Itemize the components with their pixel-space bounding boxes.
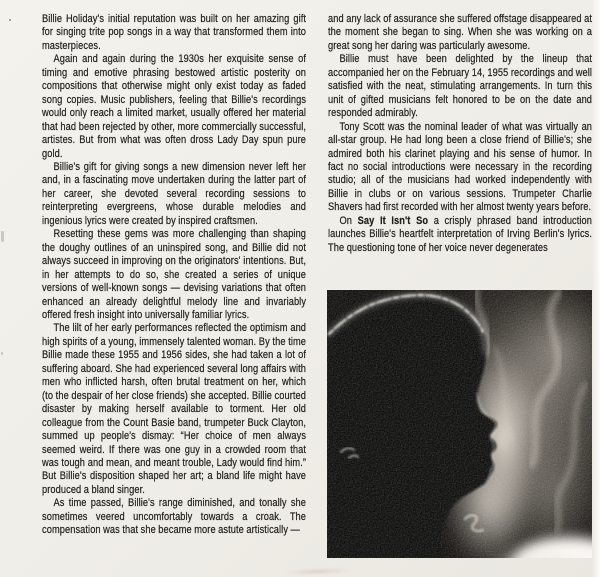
paragraph: Resetting these gems was more challenging than shaping the doughy outlines of an uninspired song, and Billie did not always succeed in improving on the originators' intentions. But, in her attempts to do so, she created a series of unique versions of well-known songs — devising variations that often enhanced an already delightful melody line and invariably offered fresh insight into universally familiar lyrics. xyxy=(42,228,307,321)
film-grain xyxy=(327,290,592,558)
paragraph: Tony Scott was the nominal leader of what was virtually an all-star group. He had long been a close friend of Billie's; she admired both his clarinet playing and his sense of humor. In fact no social introductions were necessary in the recording studio; all of the musicians had worked independently with Billie in clubs or on various sessions. Trumpeter Charlie Shavers had first recorded with her almost twenty years before. xyxy=(328,120,593,214)
scan-speck xyxy=(1,231,4,242)
scan-speck xyxy=(9,19,11,21)
paragraph: Billie must have been delighted by the lineup that accompanied her on the February 14, 1955 recordings and well satisfied with the neat, stimulating arrangements. In turn this unit of gifted musicians felt honored to be on the date and responded admirably. xyxy=(328,53,593,120)
paragraph xyxy=(328,215,592,255)
paragraph: The lilt of her early performances reflected the optimism and high spirits of a young, immensely talented woman. By the time Billie made these 1955 and 1956 sides, she had taken a lot of suffering aboard. She had experienced several long affairs with men who inflicted harsh, often brutal treatment on her, which (to the despair of her close friends) she accepted. Billie courted disaster by making herself available to torment. Her old colleague from the Count Basie band, trumpeter Buck Clayton, summed up people's dismay: “Her choice of men always seemed weird. If there was one guy in a crowded room that was tough and mean, and meant trouble, Lady would find him.” But Billie's disposition shaped her art; a bland life might have produced a bland singer. xyxy=(42,322,307,496)
scan-speck xyxy=(1,352,3,355)
paragraph: As time passed, Billie's range diminished, and tonally she sometimes veered uncomfortably towards a croak. The compensation was that she became more astute artistically — xyxy=(42,497,307,537)
page-edge-highlight xyxy=(592,0,600,577)
paragraph: Again and again during the 1930s her exquisite sense of timing and emotive phrasing bestowed artistic posterity on compositions that otherwise might only exist today as faded song copies. Music publishers, feeling that Billie's recordings would only reach a limited market, usually offered her material that had been rejected by other, more commercially successful, artistes. But from what was often dross Lady Day spun pure gold. xyxy=(42,53,307,160)
scan-smudge xyxy=(283,567,353,576)
song-title: Say It Isn't So xyxy=(357,214,429,227)
paragraph-text: a crisply phrased band introduction launches Billie's heartfelt interpretation of Irving Berlin's lyrics. The questioning tone of her voice never degenerates xyxy=(328,214,593,254)
left-column xyxy=(42,13,306,538)
paragraph: Billie Holiday's initial reputation was built on her amazing gift for singing trite pop songs in a way that transformed them into masterpieces. xyxy=(42,13,307,52)
paragraph: and any lack of assurance she suffered offstage disappeared at the moment she began to sing. When she was working on a great song her daring was particularly awesome. xyxy=(328,13,593,52)
billie-holiday-silhouette-photo xyxy=(327,290,592,558)
paragraph: Billie's gift for giving songs a new dimension never left her and, in a fascinating move undertaken during the latter part of her career, she devoted several recording sessions to reinterpreting evergreens, whose durable melodies and ingenious lyrics were created by inspired craftsmen. xyxy=(42,160,307,227)
silhouette-smoke-artwork xyxy=(327,290,592,558)
paragraph-text: On xyxy=(339,214,353,227)
right-column xyxy=(328,13,592,255)
